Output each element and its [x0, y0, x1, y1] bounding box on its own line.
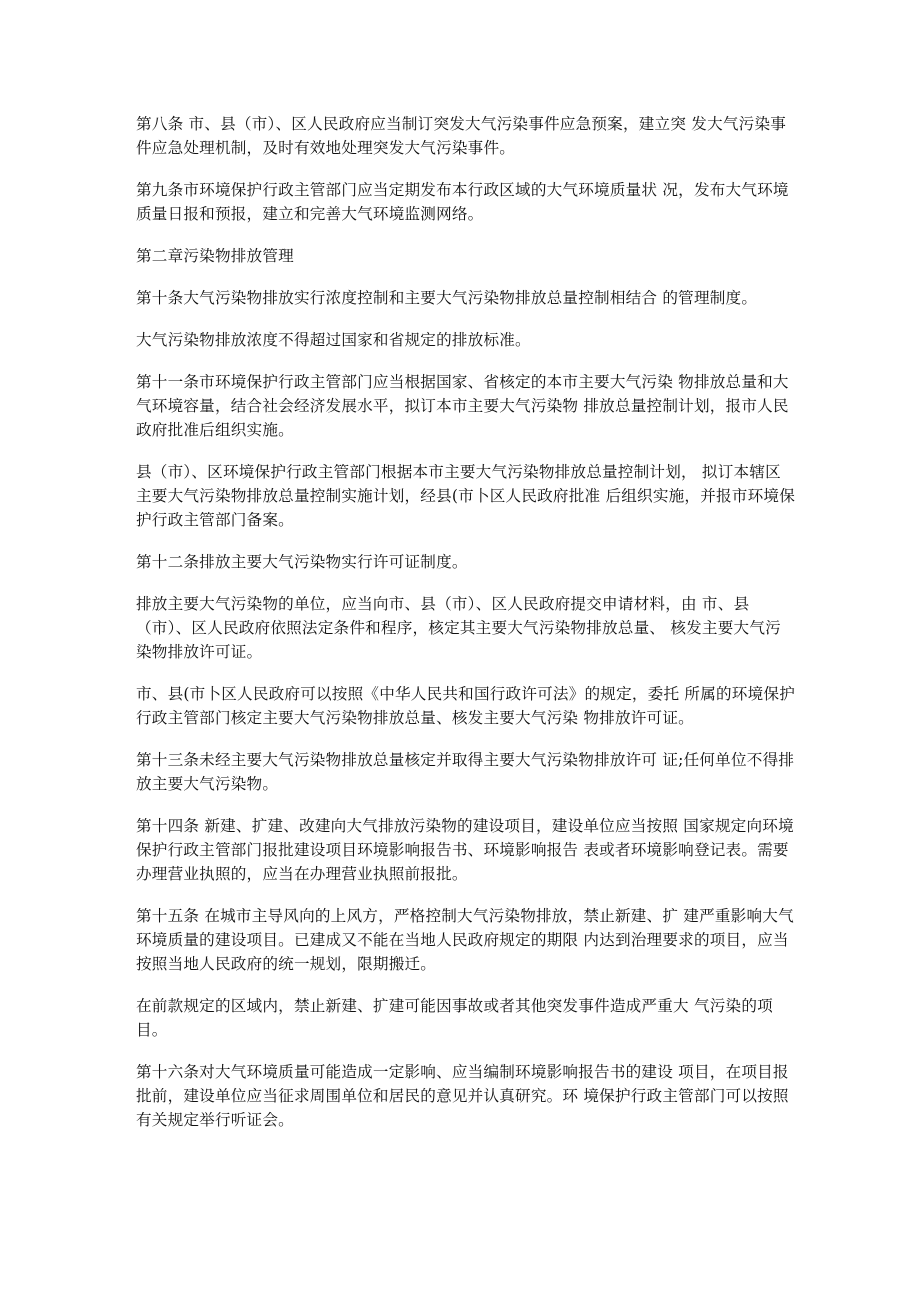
- article-10-clause-2: 大气污染物排放浓度不得超过国家和省规定的排放标准。: [136, 331, 531, 349]
- article-10-paragraph: 第十条大气污染物排放实行浓度控制和主要大气污染物排放总量控制相结合 的管理制度。: [136, 289, 758, 307]
- article-14-paragraph: 第十四条 新建、扩建、改建向大气排放污染物的建设项目，建设单位应当按照 国家规定向环境保护行政主管部门报批建设项目环境影响报告书、环境影响报告 表或者环境影响登记表。需要办理营业执照的，应当在办理营业执照前报批。: [136, 817, 794, 883]
- article-13-paragraph: 第十三条未经主要大气污染物排放总量核定并取得主要大气污染物排放许可 证;任何单位不得排放主要大气污染物。: [136, 751, 795, 793]
- article-11-clause-2: 县（市）、区环境保护行政主管部门根据本市主要大气污染物排放总量控制计划， 拟订本辖区主要大气污染物排放总量控制实施计划，经县(市卜区人民政府批准 后组织实施，并报市环境保护行政主管部门备案。: [136, 463, 795, 529]
- article-12-clause-2: 排放主要大气污染物的单位，应当向市、县（市）、区人民政府提交申请材料，由 市、县（市）、区人民政府依照法定条件和程序，核定其主要大气污染物排放总量、 核发主要大气污染物排放许可证。: [136, 595, 781, 661]
- article-16-paragraph: 第十六条对大气环境质量可能造成一定影响、应当编制环境影响报告书的建设 项目，在项目报批前，建设单位应当征求周围单位和居民的意见并认真研究。环 境保护行政主管部门可以按照有关规定举行听证会。: [136, 1063, 789, 1129]
- article-15-clause-2: 在前款规定的区域内，禁止新建、扩建可能因事故或者其他突发事件造成严重大 气污染的项目。: [136, 997, 773, 1039]
- article-12-clause-3: 市、县(市卜区人民政府可以按照《中华人民共和国行政许可法》的规定，委托 所属的环境保护行政主管部门核定主要大气污染物排放总量、核发主要大气污染 物排放许可证。: [136, 685, 795, 727]
- article-15-paragraph: 第十五条 在城市主导风向的上风方，严格控制大气污染物排放，禁止新建、扩 建严重影响大气环境质量的建设项目。已建成又不能在当地人民政府规定的期限 内达到治理要求的项目，应当按照当地人民政府的统一规划，限期搬迁。: [136, 907, 794, 973]
- article-12-paragraph: 第十二条排放主要大气污染物实行许可证制度。: [136, 553, 468, 571]
- article-8-paragraph: 第八条 市、县（市）、区人民政府应当制订突发大气污染事件应急预案，建立突 发大气污染事件应急处理机制，及时有效地处理突发大气污染事件。: [136, 115, 787, 157]
- article-11-paragraph: 第十一条市环境保护行政主管部门应当根据国家、省核定的本市主要大气污染 物排放总量和大气环境容量，结合社会经济发展水平，拟订本市主要大气污染物 排放总量控制计划，报市人民政府批准后组织实施。: [136, 373, 789, 439]
- chapter-2-heading: 第二章污染物排放管理: [136, 247, 294, 265]
- article-9-paragraph: 第九条市环境保护行政主管部门应当定期发布本行政区域的大气环境质量状 况，发布大气环境质量日报和预报，建立和完善大气环境监测网络。: [136, 181, 789, 223]
